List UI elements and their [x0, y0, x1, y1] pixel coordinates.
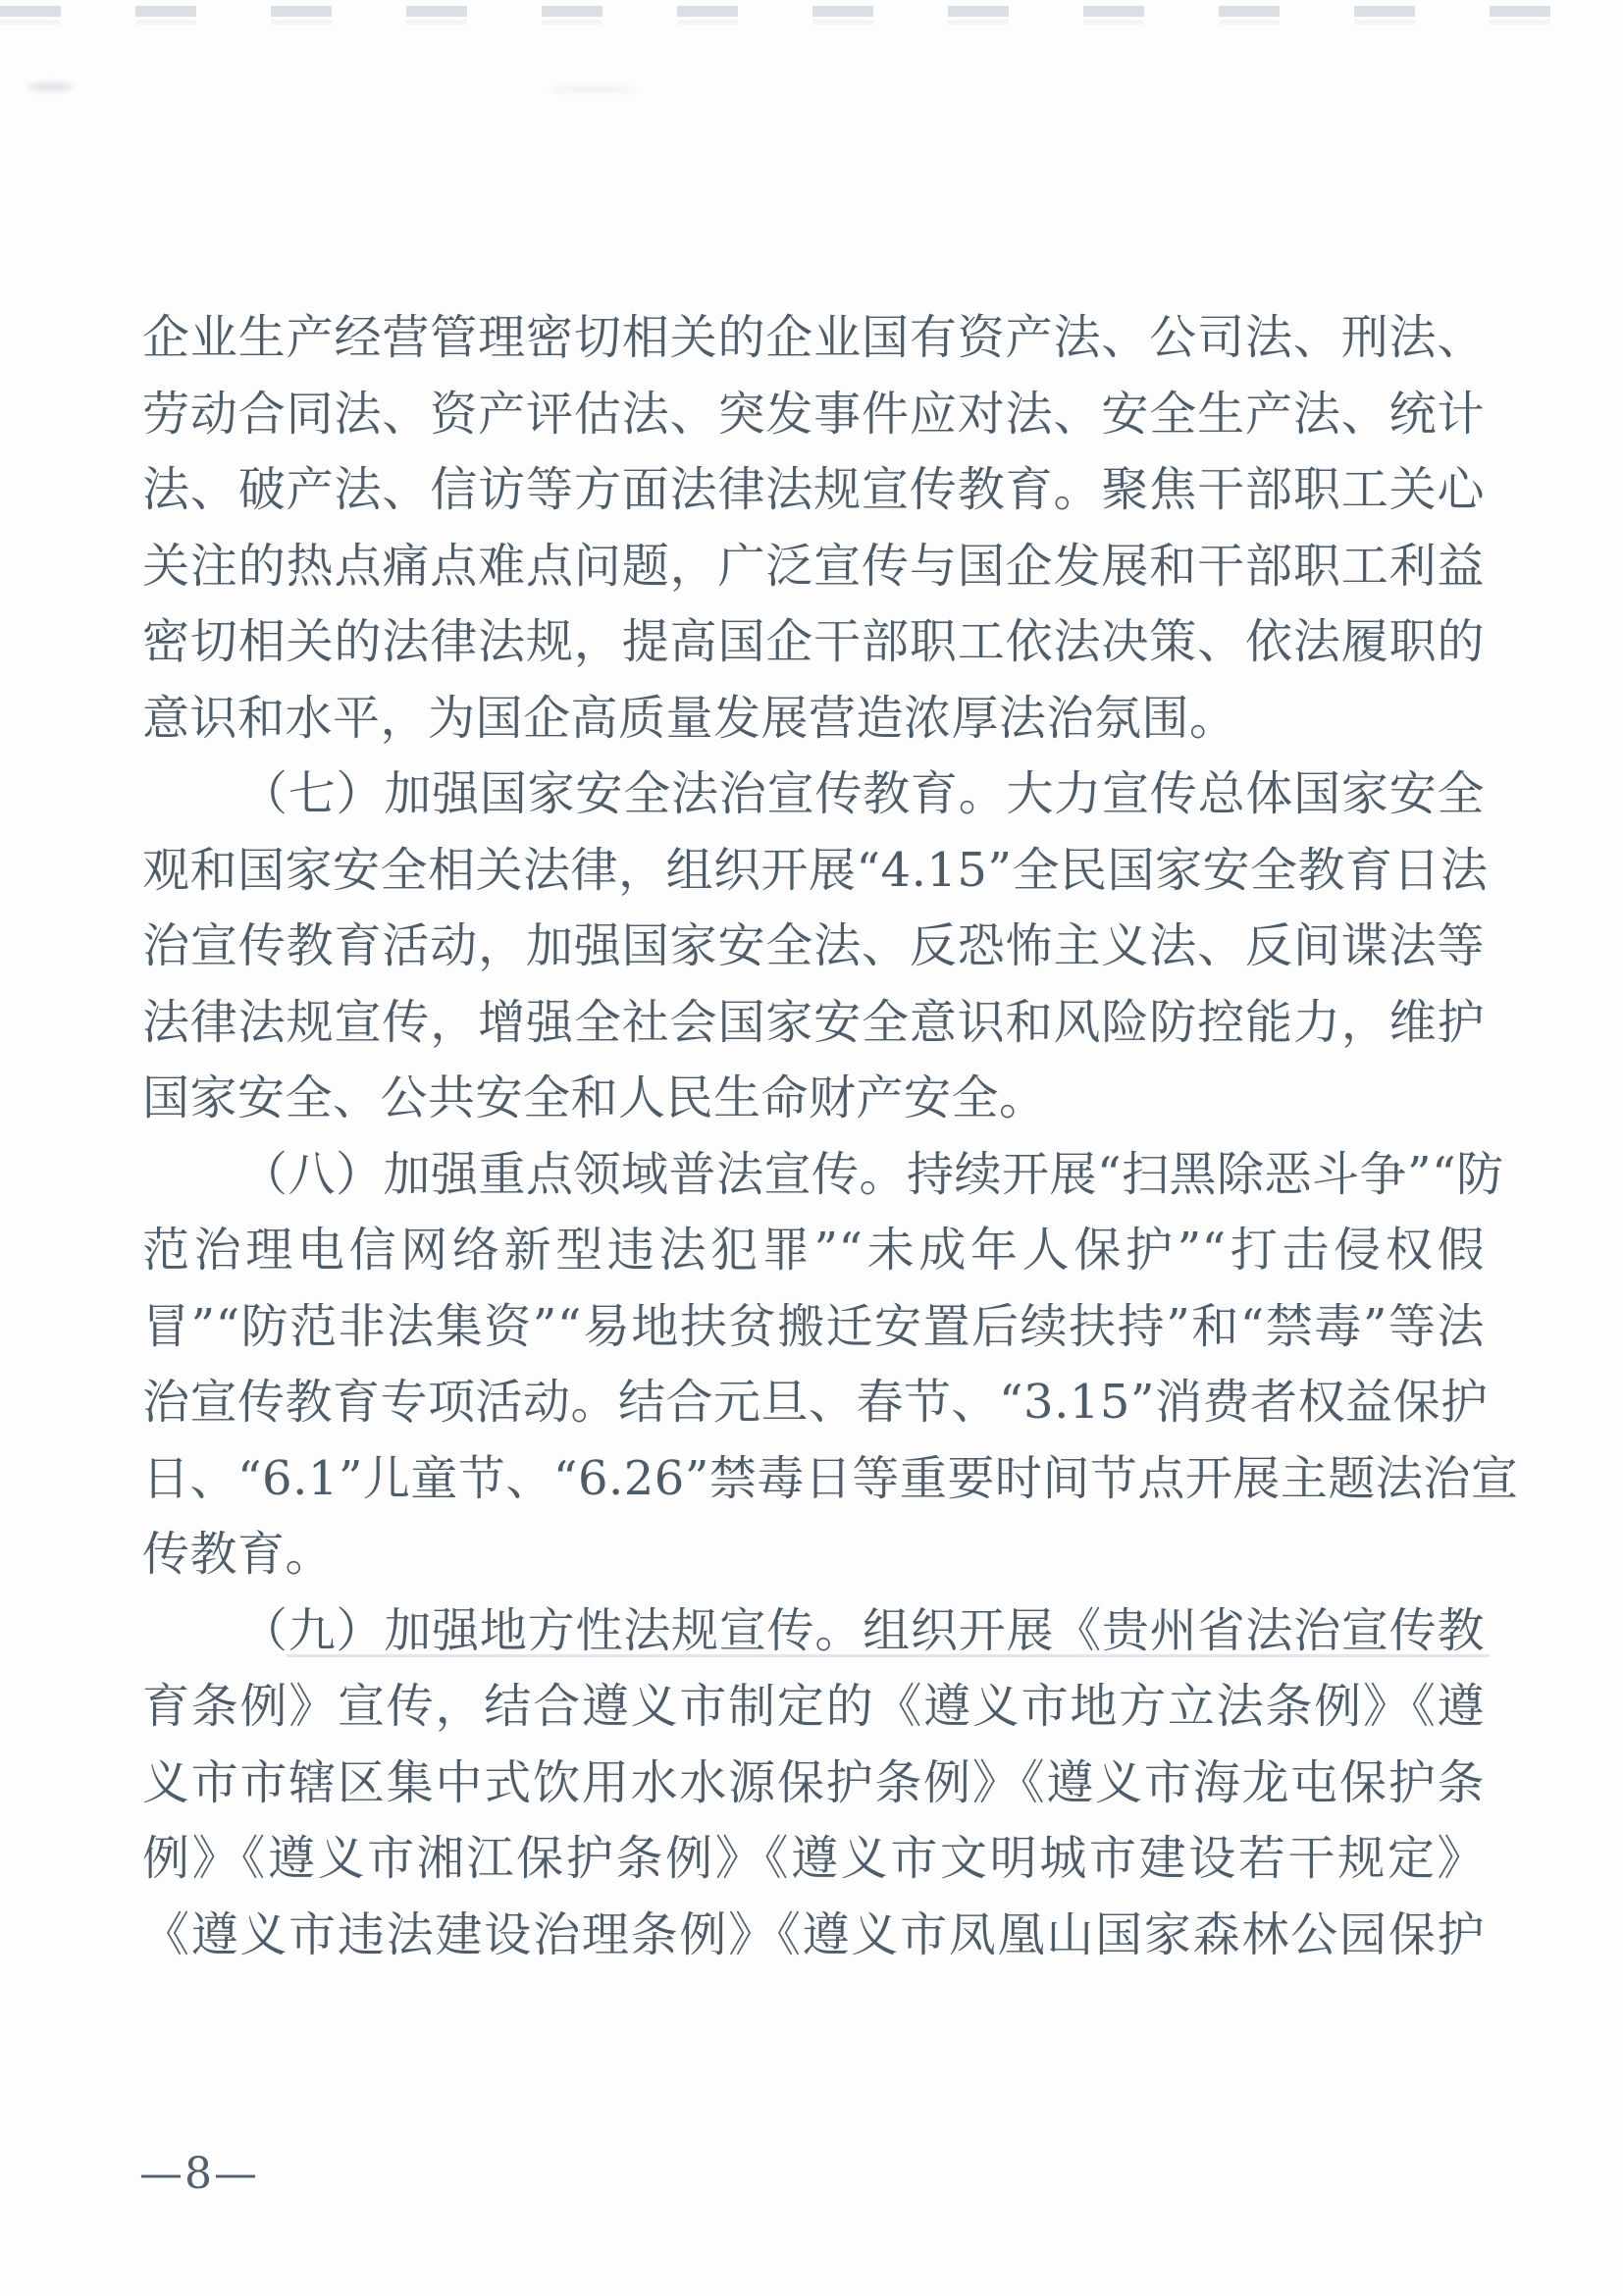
body-line: 国家安全、公共安全和人民生命财产安全。	[142, 1070, 1047, 1125]
scan-smudge	[27, 82, 73, 91]
body-line paragraph-start: （七）加强国家安全法治宣传教育。大力宣传总体国家安全	[240, 766, 1485, 821]
body-line paragraph-start: （九）加强地方性法规宣传。组织开展《贵州省法治宣传教	[240, 1602, 1485, 1658]
body-line: 冒”“防范非法集资”“易地扶贫搬迁安置后续扶持”和“禁毒”等法	[142, 1298, 1485, 1354]
body-line: 育条例》宣传，结合遵义市制定的《遵义市地方立法条例》《遵	[142, 1679, 1485, 1734]
body-line: 治宣传教育活动，加强国家安全法、反恐怖主义法、反间谍法等	[142, 918, 1485, 973]
body-line: 治宣传教育专项活动。结合元旦、春节、“3.15”消费者权益保护	[142, 1375, 1489, 1430]
body-line: 观和国家安全相关法律，组织开展“4.15”全民国家安全教育日法	[142, 842, 1489, 898]
body-line: 法律法规宣传，增强全社会国家安全意识和风险防控能力，维护	[142, 994, 1485, 1050]
document-body	[142, 300, 1519, 1973]
body-line: 法、破产法、信访等方面法律法规宣传教育。聚焦干部职工关心	[142, 462, 1485, 517]
scan-artifact-top	[0, 6, 1623, 17]
body-line: 企业生产经营管理密切相关的企业国有资产法、公司法、刑法、	[142, 310, 1485, 365]
body-line: 范治理电信网络新型违法犯罪”“未成年人保护”“打击侵权假	[142, 1223, 1485, 1278]
scan-smudge	[550, 86, 638, 92]
body-line: 义市市辖区集中式饮用水水源保护条例》《遵义市海龙屯保护条	[142, 1754, 1485, 1810]
scan-artifact-top-2	[0, 20, 1623, 25]
page-number: —8—	[139, 2149, 259, 2199]
body-line: 密切相关的法律法规，提高国企干部职工依法决策、依法履职的	[142, 614, 1485, 669]
body-line: 意识和水平，为国企高质量发展营造浓厚法治氛围。	[142, 690, 1237, 746]
body-line: 劳动合同法、资产评估法、突发事件应对法、安全生产法、统计	[142, 386, 1485, 442]
body-line paragraph-start: （八）加强重点领域普法宣传。持续开展“扫黑除恶斗争”“防	[240, 1146, 1504, 1202]
body-line: 日、“6.1”儿童节、“6.26”禁毒日等重要时间节点开展主题法治宣	[142, 1450, 1519, 1506]
body-line: 《遵义市违法建设治理条例》《遵义市凤凰山国家森林公园保护	[142, 1906, 1485, 1962]
body-line: 例》《遵义市湘江保护条例》《遵义市文明城市建设若干规定》	[142, 1831, 1485, 1886]
body-line: 传教育。	[142, 1527, 334, 1582]
body-line: 关注的热点痛点难点问题，广泛宣传与国企发展和干部职工利益	[142, 538, 1485, 594]
